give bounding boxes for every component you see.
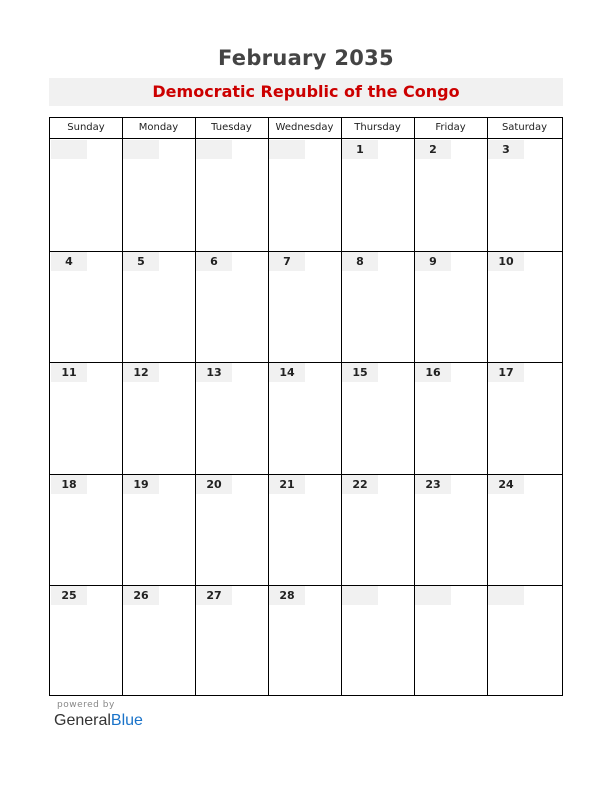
- day-cell-empty: [196, 140, 232, 159]
- day-cell-26[interactable]: 26: [123, 586, 159, 605]
- weekday-header-row: [50, 118, 562, 139]
- day-cell-17[interactable]: 17: [488, 363, 524, 382]
- country-banner: Democratic Republic of the Congo: [49, 78, 563, 106]
- day-cell-18[interactable]: 18: [51, 475, 87, 494]
- powered-by-text: powered by: [57, 700, 115, 710]
- day-cell-21[interactable]: 21: [269, 475, 305, 494]
- weekday-header-saturday: Saturday: [501, 122, 548, 133]
- day-cell-3[interactable]: 3: [488, 140, 524, 159]
- day-cell-1[interactable]: 1: [342, 140, 378, 159]
- grid-column-divider: [195, 118, 196, 695]
- day-cell-empty: [342, 586, 378, 605]
- day-cell-11[interactable]: 11: [51, 363, 87, 382]
- calendar-grid: [49, 117, 563, 696]
- day-cell-9[interactable]: 9: [415, 252, 451, 271]
- day-cell-24[interactable]: 24: [488, 475, 524, 494]
- day-cell-2[interactable]: 2: [415, 140, 451, 159]
- day-cell-19[interactable]: 19: [123, 475, 159, 494]
- day-cell-6[interactable]: 6: [196, 252, 232, 271]
- day-cell-10[interactable]: 10: [488, 252, 524, 271]
- day-cell-13[interactable]: 13: [196, 363, 232, 382]
- page-title: February 2035: [218, 46, 394, 70]
- day-cell-25[interactable]: 25: [51, 586, 87, 605]
- logo-general: General: [54, 712, 111, 729]
- day-cell-4[interactable]: 4: [51, 252, 87, 271]
- weekday-header-wednesday: Wednesday: [275, 122, 334, 133]
- generalblue-logo[interactable]: [54, 712, 143, 730]
- day-cell-23[interactable]: 23: [415, 475, 451, 494]
- weekday-header-sunday: Sunday: [67, 122, 105, 133]
- grid-column-divider: [414, 118, 415, 695]
- day-cell-8[interactable]: 8: [342, 252, 378, 271]
- day-cell-15[interactable]: 15: [342, 363, 378, 382]
- grid-column-divider: [268, 118, 269, 695]
- day-cell-27[interactable]: 27: [196, 586, 232, 605]
- weekday-header-friday: Friday: [435, 122, 466, 133]
- day-cell-12[interactable]: 12: [123, 363, 159, 382]
- day-cell-28[interactable]: 28: [269, 586, 305, 605]
- grid-column-divider: [341, 118, 342, 695]
- day-cell-empty: [415, 586, 451, 605]
- day-cell-empty: [123, 140, 159, 159]
- day-cell-empty: [51, 140, 87, 159]
- day-cell-empty: [488, 586, 524, 605]
- weekday-header-thursday: Thursday: [354, 122, 401, 133]
- day-cell-20[interactable]: 20: [196, 475, 232, 494]
- grid-column-divider: [487, 118, 488, 695]
- day-cell-22[interactable]: 22: [342, 475, 378, 494]
- day-cell-7[interactable]: 7: [269, 252, 305, 271]
- day-cell-5[interactable]: 5: [123, 252, 159, 271]
- day-cell-empty: [269, 140, 305, 159]
- grid-column-divider: [122, 118, 123, 695]
- day-cell-14[interactable]: 14: [269, 363, 305, 382]
- weekday-header-tuesday: Tuesday: [211, 122, 252, 133]
- day-cell-16[interactable]: 16: [415, 363, 451, 382]
- logo-blue: Blue: [110, 712, 143, 729]
- weekday-header-monday: Monday: [138, 122, 179, 133]
